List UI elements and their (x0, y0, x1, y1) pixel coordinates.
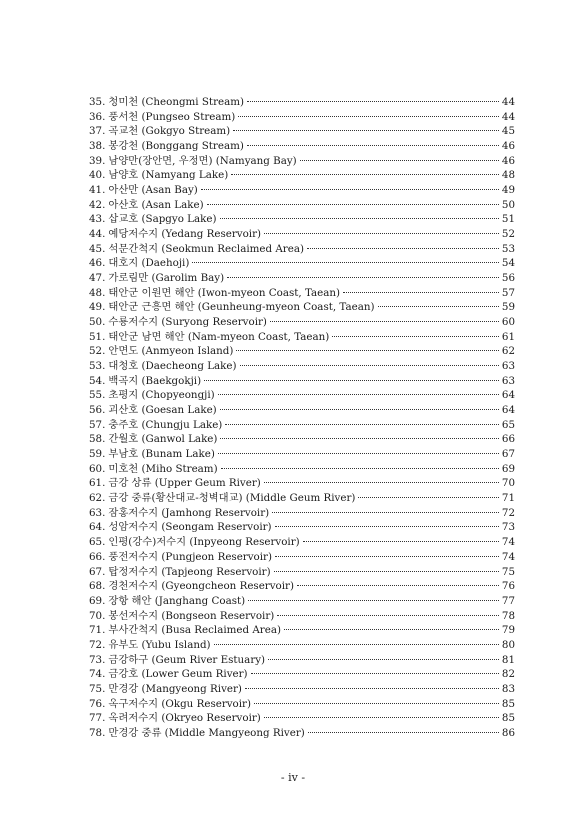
toc-entry-title: 금강 상류 (Upper Geum River) (108, 477, 261, 490)
toc-entry-number: 64. (89, 521, 106, 534)
toc-entry-page: 48 (501, 169, 515, 182)
toc-entry-number: 69. (89, 594, 106, 607)
toc-entry-title: 태안군 남면 해안 (Nam-myeon Coast, Taean) (108, 330, 330, 343)
toc-entry[interactable] (89, 579, 515, 594)
toc-entry-title: 가로림만 (Garolim Bay) (108, 272, 225, 285)
toc-entry-number: 43. (89, 213, 106, 226)
toc-entry[interactable] (89, 520, 515, 535)
toc-entry-title: 아산만 (Asan Bay) (108, 184, 198, 197)
toc-entry-number: 76. (89, 697, 106, 710)
toc-entry-number: 58. (89, 433, 106, 446)
toc-entry-title: 삽교호 (Sapgyo Lake) (108, 213, 217, 226)
toc-entry-number: 56. (89, 404, 106, 417)
toc-entry-page: 65 (501, 418, 515, 431)
toc-entry[interactable] (89, 95, 515, 110)
toc-entry-page: 66 (501, 433, 515, 446)
toc-entry-number: 55. (89, 389, 106, 402)
toc-entry[interactable] (89, 374, 515, 389)
toc-entry-page: 63 (501, 360, 515, 373)
toc-entry-number: 72. (89, 638, 106, 651)
toc-dot-leader (303, 541, 499, 542)
toc-entry-number: 61. (89, 477, 106, 490)
toc-entry[interactable] (89, 623, 515, 638)
toc-entry[interactable] (89, 682, 515, 697)
toc-dot-leader (220, 409, 499, 410)
toc-entry-title: 초평지 (Chopyeongji) (108, 389, 215, 402)
toc-entry-number: 73. (89, 653, 106, 666)
toc-entry[interactable] (89, 300, 515, 315)
toc-entry-number: 59. (89, 448, 106, 461)
toc-dot-leader (238, 116, 499, 117)
toc-entry-page: 64 (501, 404, 515, 417)
toc-dot-leader (358, 497, 498, 498)
toc-entry-title: 대청호 (Daecheong Lake) (108, 360, 237, 373)
toc-dot-leader (308, 732, 499, 733)
toc-dot-leader (240, 365, 499, 366)
toc-entry-title: 봉선저수지 (Bongseon Reservoir) (108, 609, 275, 622)
toc-entry[interactable] (89, 432, 515, 447)
toc-entry-page: 74 (501, 536, 515, 549)
toc-dot-leader (332, 336, 499, 337)
toc-entry[interactable] (89, 330, 515, 345)
toc-entry-page: 57 (501, 286, 515, 299)
toc-entry[interactable] (89, 667, 515, 682)
toc-dot-leader (272, 512, 499, 513)
toc-entry-page: 60 (501, 316, 515, 329)
toc-entry-page: 53 (501, 242, 515, 255)
toc-entry-page: 45 (501, 125, 515, 138)
toc-entry-page: 49 (501, 184, 515, 197)
toc-entry-number: 54. (89, 374, 106, 387)
toc-dot-leader (218, 394, 499, 395)
toc-entry[interactable] (89, 638, 515, 653)
toc-dot-leader (275, 556, 499, 557)
toc-entry[interactable] (89, 565, 515, 580)
toc-entry[interactable] (89, 183, 515, 198)
toc-entry-number: 36. (89, 110, 106, 123)
toc-entry-number: 38. (89, 140, 106, 153)
toc-entry-page: 52 (501, 228, 515, 241)
toc-entry-page: 67 (501, 448, 515, 461)
page-number: - iv - (280, 771, 306, 784)
toc-entry-number: 68. (89, 580, 106, 593)
toc-entry-page: 85 (501, 712, 515, 725)
toc-dot-leader (274, 571, 499, 572)
toc-entry-number: 78. (89, 726, 106, 739)
toc-dot-leader (251, 673, 499, 674)
toc-entry-page: 81 (501, 653, 515, 666)
toc-entry-title: 예당저수지 (Yedang Reservoir) (108, 228, 262, 241)
toc-dot-leader (264, 233, 499, 234)
toc-entry-title: 부사간척지 (Busa Reclaimed Area) (108, 624, 281, 637)
toc-entry[interactable] (89, 359, 515, 374)
toc-entry-title: 백곡지 (Baekgokji) (108, 374, 202, 387)
toc-entry[interactable] (89, 212, 515, 227)
toc-entry[interactable] (89, 315, 515, 330)
toc-entry-number: 48. (89, 286, 106, 299)
toc-entry-number: 70. (89, 609, 106, 622)
toc-entry-page: 51 (501, 213, 515, 226)
toc-dot-leader (297, 585, 499, 586)
toc-entry-title: 봉강천 (Bonggang Stream) (108, 140, 244, 153)
toc-entry-number: 45. (89, 242, 106, 255)
toc-entry-page: 76 (501, 580, 515, 593)
toc-entry-title: 석문간척지 (Seokmun Reclaimed Area) (108, 242, 304, 255)
toc-dot-leader (254, 703, 499, 704)
toc-entry-number: 50. (89, 316, 106, 329)
toc-entry-page: 70 (501, 477, 515, 490)
toc-entry-number: 49. (89, 301, 106, 314)
toc-entry-title: 유부도 (Yubu Island) (108, 638, 211, 651)
toc-dot-leader (378, 306, 499, 307)
toc-entry-title: 태안군 근흥면 해안 (Geunheung-myeon Coast, Taean) (108, 301, 375, 314)
toc-entry-page: 44 (501, 96, 515, 108)
toc-entry-title: 청미천 (Cheongmi Stream) (108, 96, 245, 108)
toc-entry-number: 63. (89, 506, 106, 519)
toc-entry-title: 경천저수지 (Gyeongcheon Reservoir) (108, 580, 294, 593)
toc-entry-page: 85 (501, 697, 515, 710)
toc-entry-number: 37. (89, 125, 106, 138)
toc-dot-leader (221, 468, 499, 469)
toc-entry[interactable] (89, 403, 515, 418)
toc-dot-leader (231, 174, 499, 175)
toc-entry[interactable] (89, 154, 515, 169)
toc-entry[interactable] (89, 653, 515, 668)
table-of-contents (89, 95, 515, 741)
toc-dot-leader (220, 218, 499, 219)
toc-entry[interactable] (89, 535, 515, 550)
toc-entry[interactable] (89, 110, 515, 125)
toc-entry[interactable] (89, 726, 515, 741)
toc-entry[interactable] (89, 168, 515, 183)
toc-entry[interactable] (89, 711, 515, 726)
toc-entry-page: 56 (501, 272, 515, 285)
toc-dot-leader (220, 438, 498, 439)
toc-entry-title: 만경강 중류 (Middle Mangyeong River) (108, 726, 305, 739)
toc-entry-number: 35. (89, 96, 106, 108)
toc-dot-leader (233, 130, 499, 131)
toc-entry-page: 77 (501, 594, 515, 607)
toc-dot-leader (247, 145, 499, 146)
toc-entry[interactable] (89, 344, 515, 359)
toc-entry-title: 수룡저수지 (Suryong Reservoir) (108, 316, 267, 329)
toc-entry[interactable] (89, 256, 515, 271)
toc-entry[interactable] (89, 242, 515, 257)
toc-entry-number: 57. (89, 418, 106, 431)
toc-dot-leader (207, 204, 499, 205)
toc-entry[interactable] (89, 227, 515, 242)
toc-entry-number: 53. (89, 360, 106, 373)
toc-entry-title: 태안군 이원면 해안 (Iwon-myeon Coast, Taean) (108, 286, 341, 299)
toc-entry-title: 부남호 (Bunam Lake) (108, 448, 215, 461)
toc-entry-title: 아산호 (Asan Lake) (108, 198, 204, 211)
toc-dot-leader (264, 717, 499, 718)
toc-dot-leader (204, 380, 499, 381)
toc-entry-number: 40. (89, 169, 106, 182)
toc-entry-title: 만경강 (Mangyeong River) (108, 682, 242, 695)
toc-entry-page: 72 (501, 506, 515, 519)
toc-entry-title: 풍전저수지 (Pungjeon Reservoir) (108, 550, 272, 563)
toc-dot-leader (300, 160, 499, 161)
toc-dot-leader (343, 292, 499, 293)
toc-dot-leader (275, 526, 499, 527)
toc-entry-page: 73 (501, 521, 515, 534)
toc-entry-title: 장항 해안 (Janghang Coast) (108, 594, 246, 607)
toc-entry[interactable] (89, 286, 515, 301)
toc-entry-page: 54 (501, 257, 515, 270)
toc-entry-page: 46 (501, 140, 515, 153)
toc-entry-number: 39. (89, 154, 106, 167)
toc-entry-page: 62 (501, 345, 515, 358)
toc-entry-title: 탑정저수지 (Tapjeong Reservoir) (108, 565, 271, 578)
toc-entry[interactable] (89, 462, 515, 477)
toc-entry-page: 69 (501, 462, 515, 475)
toc-dot-leader (214, 644, 499, 645)
toc-entry-title: 금강호 (Lower Geum River) (108, 668, 248, 681)
toc-entry-title: 금강하구 (Geum River Estuary) (108, 653, 266, 666)
toc-entry-number: 41. (89, 184, 106, 197)
toc-entry-number: 71. (89, 624, 106, 637)
toc-dot-leader (225, 424, 499, 425)
toc-dot-leader (192, 262, 499, 263)
toc-entry-title: 금강 중류(황산대교-청벽대교) (Middle Geum River) (108, 492, 356, 505)
toc-dot-leader (218, 453, 499, 454)
toc-dot-leader (247, 101, 499, 102)
toc-entry[interactable] (89, 447, 515, 462)
toc-entry-number: 51. (89, 330, 106, 343)
toc-entry-page: 82 (501, 668, 515, 681)
toc-entry-title: 충주호 (Chungju Lake) (108, 418, 223, 431)
toc-dot-leader (270, 321, 499, 322)
toc-entry[interactable] (89, 198, 515, 213)
toc-entry-page: 46 (501, 154, 515, 167)
toc-entry-title: 잠홍저수지 (Jamhong Reservoir) (108, 506, 270, 519)
toc-entry-title: 인평(강수)저수지 (Inpyeong Reservoir) (108, 536, 300, 549)
toc-entry[interactable] (89, 418, 515, 433)
toc-entry-page: 79 (501, 624, 515, 637)
toc-entry-title: 곡교천 (Gokgyo Stream) (108, 125, 231, 138)
toc-entry[interactable] (89, 388, 515, 403)
toc-entry-title: 성암저수지 (Seongam Reservoir) (108, 521, 272, 534)
toc-entry-number: 44. (89, 228, 106, 241)
toc-entry[interactable] (89, 271, 515, 286)
toc-entry-number: 65. (89, 536, 106, 549)
toc-entry-title: 옥구저수지 (Okgu Reservoir) (108, 697, 251, 710)
toc-entry[interactable] (89, 124, 515, 139)
toc-entry-title: 대호지 (Daehoji) (108, 257, 190, 270)
toc-entry-page: 61 (501, 330, 515, 343)
toc-entry-number: 62. (89, 492, 106, 505)
toc-entry[interactable] (89, 491, 515, 506)
toc-entry-page: 75 (501, 565, 515, 578)
toc-entry-page: 50 (501, 198, 515, 211)
toc-entry-page: 44 (501, 110, 515, 123)
toc-dot-leader (307, 248, 499, 249)
toc-entry-page: 86 (501, 726, 515, 739)
toc-entry-number: 60. (89, 462, 106, 475)
toc-entry-page: 71 (501, 492, 515, 505)
toc-dot-leader (264, 482, 499, 483)
toc-entry-number: 42. (89, 198, 106, 211)
toc-entry[interactable] (89, 139, 515, 154)
toc-entry-number: 74. (89, 668, 106, 681)
toc-entry[interactable] (89, 609, 515, 624)
toc-entry-page: 80 (501, 638, 515, 651)
toc-dot-leader (245, 688, 499, 689)
toc-dot-leader (248, 600, 499, 601)
toc-entry-number: 67. (89, 565, 106, 578)
toc-dot-leader (227, 277, 499, 278)
toc-entry-number: 47. (89, 272, 106, 285)
toc-entry-title: 간월호 (Ganwol Lake) (108, 433, 218, 446)
toc-entry[interactable] (89, 476, 515, 491)
toc-entry-title: 남양만(장안면, 우정면) (Namyang Bay) (108, 154, 297, 167)
toc-entry-page: 64 (501, 389, 515, 402)
toc-entry[interactable] (89, 594, 515, 609)
toc-entry[interactable] (89, 550, 515, 565)
toc-entry-number: 52. (89, 345, 106, 358)
toc-entry-number: 66. (89, 550, 106, 563)
toc-dot-leader (277, 615, 499, 616)
toc-dot-leader (236, 350, 498, 351)
toc-entry[interactable] (89, 697, 515, 712)
toc-entry-number: 77. (89, 712, 106, 725)
toc-entry-title: 괴산호 (Goesan Lake) (108, 404, 217, 417)
toc-entry-page: 63 (501, 374, 515, 387)
toc-dot-leader (201, 189, 499, 190)
toc-entry[interactable] (89, 506, 515, 521)
toc-dot-leader (284, 629, 499, 630)
toc-entry-page: 74 (501, 550, 515, 563)
toc-entry-title: 미호천 (Miho Stream) (108, 462, 218, 475)
toc-entry-page: 78 (501, 609, 515, 622)
toc-entry-number: 75. (89, 682, 106, 695)
toc-entry-title: 풍서천 (Pungseo Stream) (108, 110, 236, 123)
toc-dot-leader (268, 659, 499, 660)
toc-entry-number: 46. (89, 257, 106, 270)
toc-entry-title: 안면도 (Anmyeon Island) (108, 345, 234, 358)
toc-entry-title: 옥려저수지 (Okryeo Reservoir) (108, 712, 261, 725)
toc-entry-title: 남양호 (Namyang Lake) (108, 169, 229, 182)
toc-entry-page: 59 (501, 301, 515, 314)
toc-entry-page: 83 (501, 682, 515, 695)
